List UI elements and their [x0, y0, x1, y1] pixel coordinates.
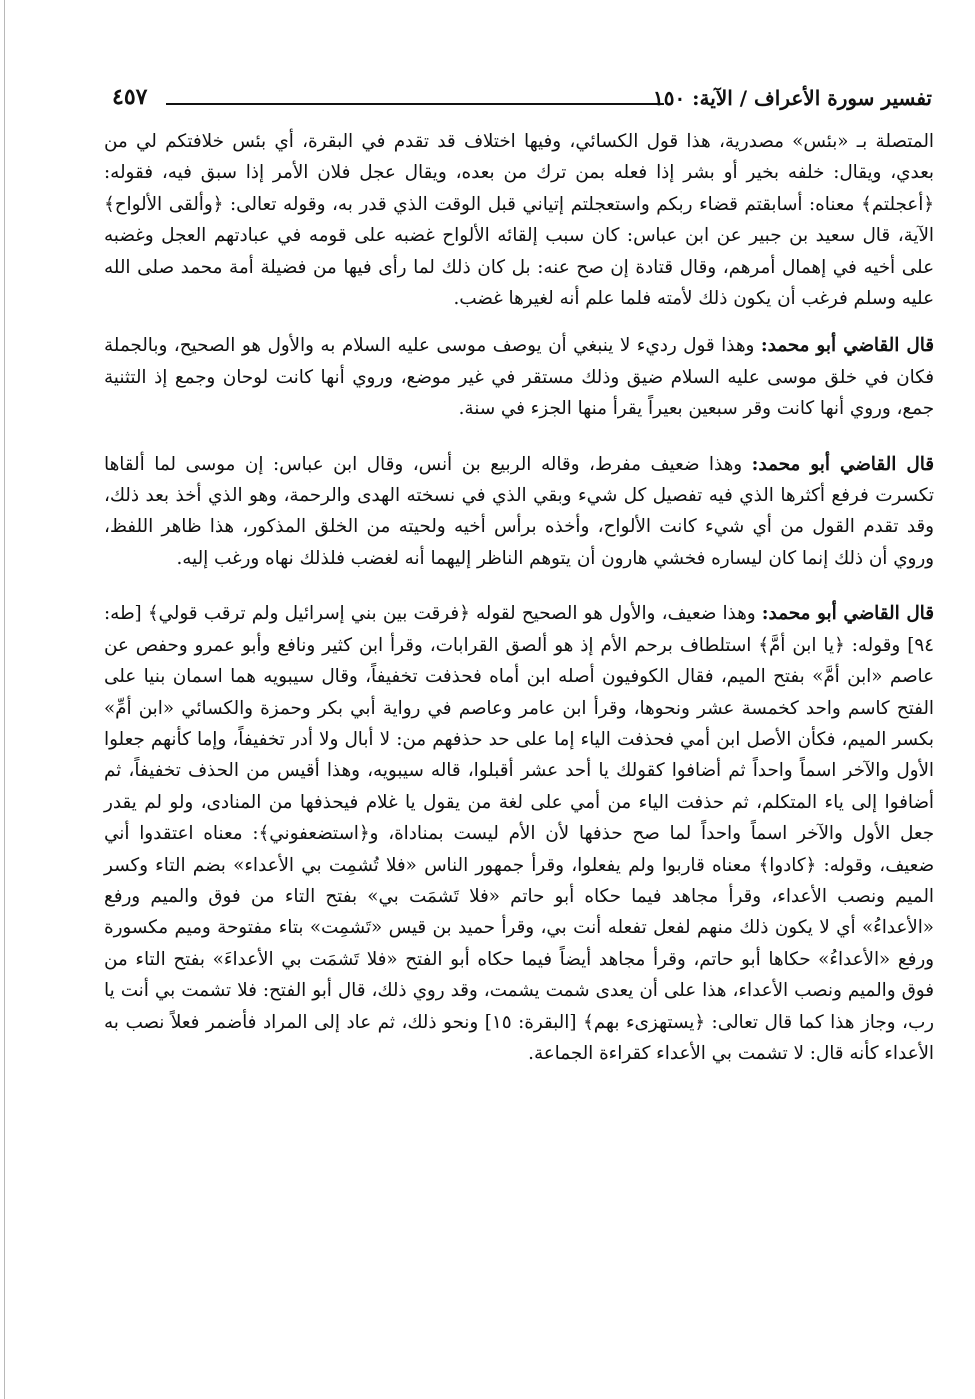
paragraph-text: وهذا قول رديء لا ينبغي أن يوصف موسى عليه السلام به والأول هو الصحيح، وبالجملة فكان في خلق موسى عليه السلام ضيق وذلك مستقر في غير موضع، وروي أنها كانت لوحان وجمع إذ التثنية جمع، وروي أنها كانت وقر سبعين بعيراً يقرأ منها الجزء في سنة. [104, 335, 934, 420]
paragraph-text: وهذا ضعيف، والأول هو الصحيح لقوله ﴿فرقت بين بني إسرائيل ولم ترقب قولي﴾ [طه: ٩٤] وقوله: ﴿يا ابن أمَّ﴾ استلطاف برحم الأم إذ هو ألصق القرابات، وقرأ ابن كثير ونافع وأبو عمرو وحفص عن عاصم «ابن أمَّ» بفتح الميم، فقال الكوفيون أصله ابن أماه فحذفت تخفيفاً، وقال سيبويه هما اسمان بنيا على الفتح كاسم واحد كخمسة عشر ونحوها، وقرأ ابن عامر وعاصم في رواية أبي بكر وحمزة والكسائي «ابن أمِّ» بكسر الميم، فكأن الأصل ابن أمي فحذفت الياء إما على حد حذفهم من: لا أبال ولا أدر تخفيفاً، وإما كأنهم جعلوا الأول والآخر اسماً واحداً ثم أضافوا كقولك يا أحد عشر أقبلوا، قاله سيبويه، وهذا أقيس من الحذف تخفيفاً، ثم أضافوا إلى ياء المتكلم، ثم حذفت الياء من أمي على لغة من يقول يا غلام فيحذفها من المنادى، ولو لم يقدر جعل الأول والآخر اسماً واحداً لما صح حذفها لأن الأم ليست بمناداة، و﴿استضعفوني﴾: معناه اعتقدوا أني ضعيف، وقوله: ﴿كادوا﴾ معناه قاربوا ولم يفعلوا، وقرأ جمهور الناس «فلا تُشمِت بي الأعداء» بضم التاء وكسر الميم ونصب الأعداء، وقرأ مجاهد فيما حكاه أبو حاتم «فلا تَشمَت بي» بفتح التاء من فوق والميم ورفع «الأعداءُ» أي لا يكون ذلك منهم لفعل تفعله أنت بي، وقرأ حميد بن قيس «تَشمِت» بتاء مفتوحة وميم مكسورة ورفع «الأعداءُ» حكاها أبو حاتم، وقرأ مجاهد أيضاً فيما حكاه أبو الفتح «فلا تَشمَت بي الأعداءَ» بفتح التاء من فوق والميم ونصب الأعداء، هذا على أن يعدى شمت يشمت، وقد روي ذلك، قال أبو الفتح: فلا تشمت بي أنت يا رب، وجاز هذا كما قال تعالى: ﴿يستهزىء بهم﴾ [البقرة: ١٥] ونحو ذلك، ثم عاد إلى المراد فأضمر فعلاً نصب به الأعداء كأنه قال: لا تشمت بي الأعداء كقراءة الجماعة. [104, 603, 934, 1064]
page-number: ٤٥٧ [112, 84, 148, 110]
page-body [104, 126, 934, 1089]
paragraph-lead: قال القاضي أبو محمد: [760, 335, 934, 357]
running-header [112, 82, 932, 116]
paragraph-4 [104, 598, 934, 1069]
paragraph-1 [104, 126, 934, 314]
page-edge-line [4, 0, 5, 1399]
header-rule [166, 103, 664, 105]
header-title: تفسير سورة الأعراف / الآية: ١٥٠ [652, 86, 932, 110]
paragraph-text: المتصلة بـ «بئس» مصدرية، هذا قول الكسائي، وفيها اختلاف قد تقدم في البقرة، أي بئس خلافتكم لي من بعدي، ويقال: خلفه بخير أو بشر إذا فعله بمن ترك من بعده، ويقال عجل فلان الأمر إذا سبق فيه، فقوله: ﴿أعجلتم﴾ معناه: أسابقتم قضاء ربكم واستعجلتم إتياني قبل الوقت الذي قدر به، وقوله تعالى: ﴿وألقى الألواح﴾ الآية، قال سعيد بن جبير عن ابن عباس: كان سبب إلقائه الألواح غضبه على قومه في عبادتهم العجل وغضبه على أخيه في إهمال أمرهم، وقال قتادة إن صح عنه: بل كان ذلك لما رأى فيها من فضيلة أمة محمد صلى الله عليه وسلم فرغب أن يكون ذلك لأمته فلما علم أنه لغيرها غضب. [104, 131, 934, 310]
paragraph-2 [104, 330, 934, 424]
paragraph-text: وهذا ضعيف مفرط، وقاله الربيع بن أنس، وقال ابن عباس: إن موسى لما ألقاها تكسرت فرفع أكثرها الذي فيه تفصيل كل شيء وبقي الذي في نسخته الهدى والرحمة، وهو الذي أخذ بعد ذلك، وقد تقدم القول من أي شيء كانت الألواح، وأخذه برأس أخيه ولحيته من الخلق المذكور، هذا ظاهر اللفظ، وروي أن ذلك إنما كان ليساره فخشي هارون أن يتوهم الناظر إليهما أنه لغضب فلذلك نهاه ورغب إليه. [104, 453, 934, 569]
paragraph-3 [104, 449, 934, 575]
paragraph-lead: قال القاضي أبو محمد: [761, 603, 934, 625]
paragraph-lead: قال القاضي أبو محمد: [751, 453, 935, 475]
